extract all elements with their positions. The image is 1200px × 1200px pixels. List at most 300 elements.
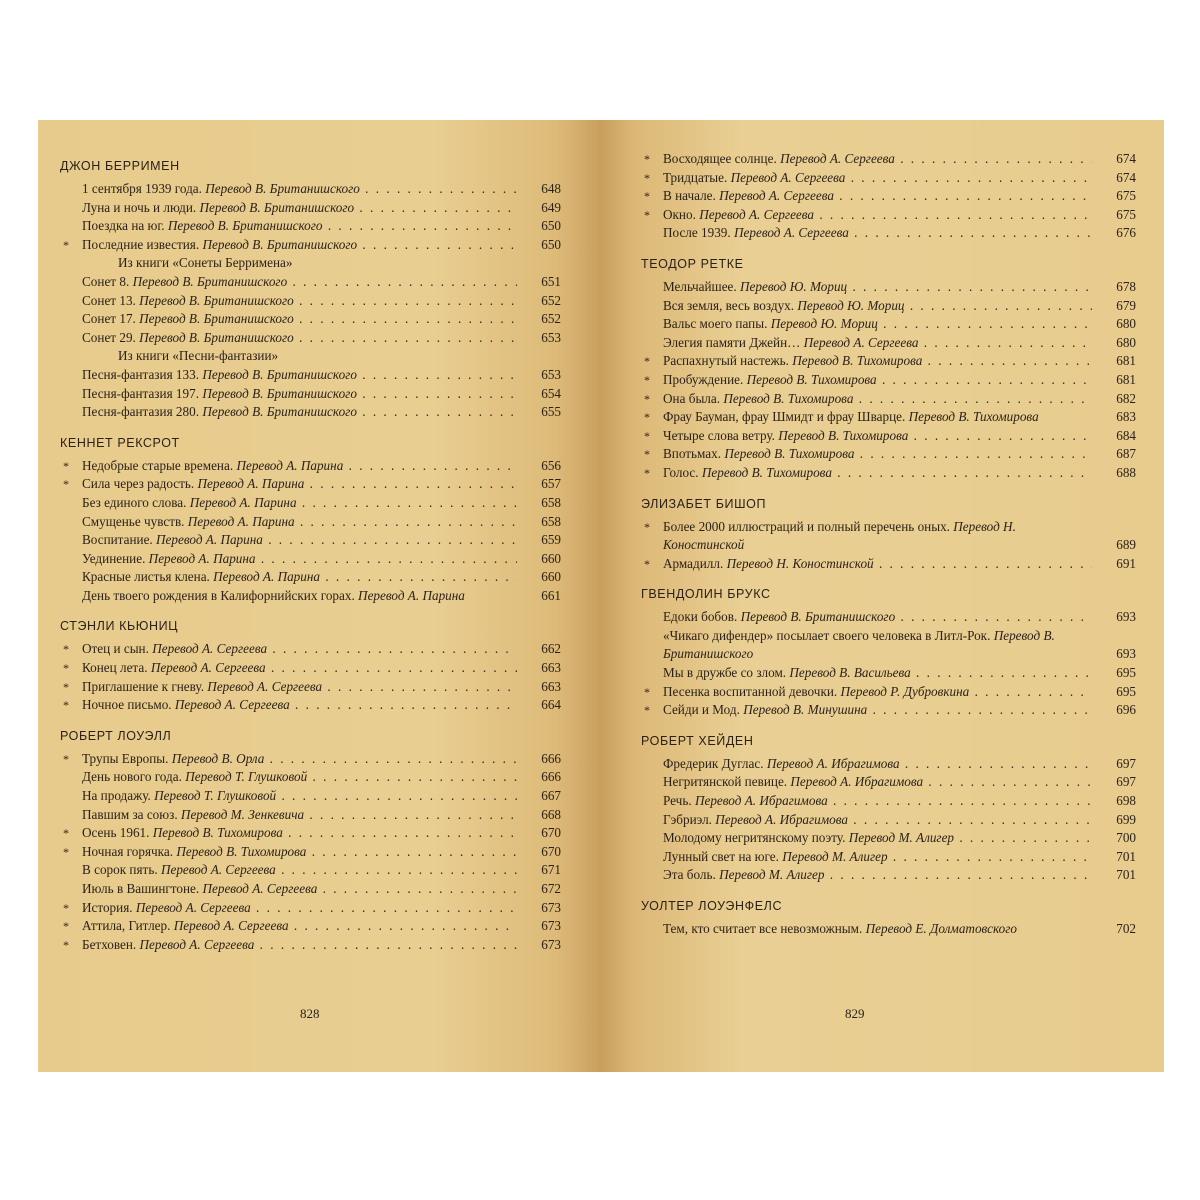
poem-title: Луна и ночь и люди.	[82, 199, 197, 215]
entry-text	[663, 464, 1092, 483]
author-heading: РОБЕРТ ЛОУЭЛЛ	[60, 728, 172, 743]
toc-entry	[60, 768, 561, 787]
translator-credit: Перевод Н. Коностинской	[663, 518, 1016, 553]
poem-title: Сонет 13.	[82, 292, 136, 308]
toc-entry	[641, 224, 1136, 243]
poem-title: Отец и сын.	[82, 641, 149, 657]
page-number: 670	[541, 843, 561, 859]
poem-title: Впотьмах.	[663, 446, 722, 462]
toc-entry	[60, 750, 561, 769]
poem-title: Голос.	[663, 464, 699, 480]
toc-entry	[60, 568, 561, 587]
new-translation-mark: *	[644, 410, 650, 425]
toc-entry	[60, 494, 561, 513]
translator-credit: Перевод В. Орла	[171, 750, 265, 766]
entry-text	[82, 787, 517, 806]
author-heading: УОЛТЕР ЛОУЭНФЕЛС	[641, 899, 783, 913]
entry-text	[663, 390, 1092, 409]
translator-credit: Перевод А. Сергеева	[734, 225, 849, 241]
poem-title: После 1939.	[663, 225, 731, 241]
translator-credit: Перевод М. Алигер	[782, 848, 888, 864]
poem-title: Павшим за союз.	[82, 806, 178, 822]
toc-entry	[641, 701, 1136, 720]
new-translation-mark: *	[644, 519, 650, 534]
translator-credit: Перевод А. Сергеева	[139, 936, 255, 952]
toc-section	[641, 150, 1136, 243]
entry-text	[82, 531, 517, 550]
toc-entry	[641, 773, 1136, 792]
entry-text	[82, 273, 517, 292]
page-number: 678	[1116, 278, 1136, 294]
translator-credit: Перевод В. Британишского	[139, 329, 294, 345]
translator-credit: Перевод Т. Глушковой	[154, 788, 277, 804]
entry-text	[663, 334, 1092, 353]
left-page	[38, 120, 601, 1072]
translator-credit: Перевод В. Британишского	[740, 609, 896, 625]
page-number: 681	[1116, 353, 1136, 369]
translator-credit: Перевод А. Ибрагимова	[715, 811, 848, 827]
page-number: 698	[1116, 793, 1136, 809]
entry-text	[663, 371, 1092, 390]
page-number: 671	[541, 862, 561, 878]
entry-text	[663, 627, 1092, 664]
translator-credit: Перевод В. Тихомирова	[723, 390, 854, 406]
toc-entry	[641, 829, 1136, 848]
translator-credit: Перевод А. Парина	[156, 532, 263, 548]
poem-title: Лунный свет на юге.	[663, 848, 779, 864]
translator-credit: Перевод А. Сергеева	[150, 660, 266, 676]
poem-title: Сейди и Мод.	[663, 702, 740, 718]
poem-title: Элегия памяти Джейн…	[663, 334, 801, 350]
poem-title: Негритянской певице.	[663, 774, 788, 790]
page-number: 675	[1116, 206, 1136, 222]
page-number: 701	[1116, 867, 1136, 883]
poem-title: Пробуждение.	[663, 371, 744, 387]
translator-credit: Перевод А. Парина	[197, 476, 305, 492]
left-page-number: 828	[300, 1006, 320, 1021]
page-number: 682	[1116, 390, 1136, 406]
translator-credit: Перевод М. Зенкевича	[180, 806, 305, 822]
poem-title: Сонет 8.	[82, 273, 130, 289]
book-spread	[38, 120, 1164, 1072]
entry-text	[82, 659, 517, 678]
page-number: 650	[541, 236, 561, 252]
entry-text	[82, 513, 517, 532]
toc-entry	[641, 920, 1136, 939]
poem-title: В сорок пять.	[82, 862, 158, 878]
poem-title: Смущенье чувств.	[82, 513, 185, 529]
toc-entry	[60, 861, 561, 880]
entry-text	[663, 792, 1092, 811]
new-translation-mark: *	[644, 152, 650, 166]
toc-entry	[641, 390, 1136, 409]
author-heading: ТЕОДОР РЕТКЕ	[641, 256, 744, 271]
page-number: 679	[1116, 297, 1136, 313]
toc-entry	[60, 936, 561, 955]
right-page-number: 829	[845, 1006, 865, 1021]
poem-title: Уединение.	[82, 550, 146, 566]
new-translation-mark: *	[63, 477, 69, 492]
poem-title: Едоки бобов.	[663, 609, 738, 625]
new-translation-mark: *	[644, 391, 650, 406]
toc-entry	[60, 806, 561, 825]
page-number: 660	[541, 569, 561, 585]
poem-title: Сонет 29.	[82, 329, 136, 345]
page-number: 702	[1116, 921, 1136, 936]
translator-credit: Перевод В. Британишского	[139, 311, 294, 327]
entry-text	[663, 755, 1092, 774]
translator-credit: Перевод В. Британишского	[139, 292, 294, 308]
toc-entry	[60, 513, 561, 532]
page-number: 683	[1116, 409, 1136, 425]
page-number: 697	[1116, 755, 1136, 771]
page-number: 661	[541, 587, 561, 603]
page-number: 676	[1116, 225, 1136, 241]
page-number: 689	[1116, 537, 1136, 553]
toc-entry	[60, 899, 561, 918]
toc-entry	[641, 608, 1136, 627]
toc-entry	[60, 640, 561, 659]
entry-text	[663, 315, 1092, 334]
page-number: 699	[1116, 811, 1136, 827]
translator-credit: Перевод А. Сергеева	[780, 151, 895, 166]
page-number: 650	[541, 218, 561, 234]
page-number: 701	[1116, 848, 1136, 864]
translator-credit: Перевод А. Сергеева	[699, 206, 815, 222]
page-number: 653	[541, 366, 561, 382]
poem-title: День твоего рождения в Калифорнийских горах.	[82, 587, 355, 603]
book-subheading: Из книги «Сонеты Берримена»	[118, 255, 293, 271]
page-number: 691	[1116, 555, 1136, 571]
author-heading: ГВЕНДОЛИН БРУКС	[641, 587, 771, 602]
page-number: 667	[541, 788, 561, 804]
poem-title: Песня-фантазия 197.	[82, 385, 200, 401]
entry-text	[663, 224, 1092, 243]
entry-text	[82, 750, 517, 769]
toc-entry	[641, 627, 1136, 664]
new-translation-mark: *	[63, 679, 69, 694]
poem-title: Песенка воспитанной девочки.	[663, 683, 838, 699]
entry-text	[82, 843, 517, 862]
translator-credit: Перевод А. Парина	[358, 587, 465, 603]
poem-title: Мельчайшее.	[663, 278, 737, 294]
translator-credit: Перевод Р. Дубровкина	[840, 683, 970, 699]
entry-text	[82, 568, 517, 587]
translator-credit: Перевод М. Алигер	[848, 830, 955, 846]
new-translation-mark: *	[644, 189, 650, 204]
new-translation-mark: *	[644, 207, 650, 222]
page-number: 674	[1116, 169, 1136, 185]
page-number: 649	[541, 199, 561, 215]
poem-title: Ночное письмо.	[82, 697, 172, 713]
translator-credit: Перевод В. Тихомирова	[778, 427, 909, 443]
poem-title: История.	[82, 899, 133, 915]
toc-entry	[641, 206, 1136, 225]
poem-title: Более 2000 иллюстраций и полный перечень оных.	[663, 518, 950, 534]
poem-title: Трупы Европы.	[82, 750, 169, 766]
entry-text	[663, 518, 1092, 555]
toc-entry	[641, 811, 1136, 830]
author-heading: СТЭНЛИ КЬЮНИЦ	[60, 619, 179, 634]
new-translation-mark: *	[644, 703, 650, 718]
toc-entry	[641, 315, 1136, 334]
poem-title: Красные листья клена.	[82, 569, 210, 585]
author-heading: КЕННЕТ РЕКСРОТ	[60, 435, 180, 450]
poem-title: Эта боль.	[663, 867, 716, 883]
page-number: 660	[541, 550, 561, 566]
translator-credit: Перевод В. Тихомирова	[152, 825, 283, 841]
toc-entry	[60, 587, 561, 606]
new-translation-mark: *	[644, 170, 650, 185]
toc-entry	[641, 278, 1136, 297]
translator-credit: Перевод А. Сергеева	[803, 334, 919, 350]
translator-credit: Перевод А. Сергеева	[160, 862, 276, 878]
page-number: 652	[541, 311, 561, 327]
toc-entry	[60, 180, 561, 199]
entry-text	[82, 475, 517, 494]
translator-credit: Перевод А. Ибрагимова	[694, 793, 828, 809]
page-number: 673	[541, 918, 561, 934]
new-translation-mark: *	[63, 642, 69, 657]
toc-section	[641, 895, 1136, 939]
entry-text	[82, 217, 517, 236]
author-heading: ЭЛИЗАБЕТ БИШОП	[641, 496, 767, 511]
entry-text	[82, 678, 517, 697]
translator-credit: Перевод В. Васильева	[789, 665, 911, 681]
translator-credit: Перевод В. Тихомирова	[724, 446, 855, 462]
entry-text	[82, 180, 517, 199]
toc-entry	[60, 236, 561, 255]
translator-credit: Перевод А. Ибрагимова	[790, 774, 924, 790]
translator-credit: Перевод А. Парина	[236, 457, 344, 473]
toc-section	[641, 730, 1136, 885]
entry-text	[82, 199, 517, 218]
translator-credit: Перевод Е. Долматовского	[865, 921, 1017, 936]
entry-text	[82, 936, 517, 955]
new-translation-mark: *	[63, 698, 69, 713]
translator-credit: Перевод В. Британишского	[205, 181, 360, 196]
poem-title: Гэбриэл.	[663, 811, 712, 827]
poem-title: Распахнутый настежь.	[663, 353, 789, 369]
toc-entry	[60, 824, 561, 843]
left-page-contents	[60, 155, 561, 992]
poem-title: День нового года.	[82, 769, 182, 785]
poem-title: Тем, кто считает все невозможным.	[663, 921, 863, 936]
toc-section	[60, 725, 561, 955]
translator-credit: Перевод Н. Коностинской	[726, 555, 874, 571]
poem-title: Молодому негритянскому поэту.	[663, 830, 846, 846]
page-number: 693	[1116, 646, 1136, 662]
poem-title: Фрау Бауман, фрау Шмидт и фрау Шварце.	[663, 409, 906, 425]
new-translation-mark: *	[63, 900, 69, 915]
toc-entry	[60, 199, 561, 218]
page-number: 654	[541, 385, 561, 401]
translator-credit: Перевод В. Минушина	[743, 702, 868, 718]
new-translation-mark: *	[63, 826, 69, 841]
poem-title: 1 сентября 1939 года.	[82, 181, 202, 196]
translator-credit: Перевод В. Британишского	[202, 236, 358, 252]
page-number: 680	[1116, 316, 1136, 332]
entry-text	[663, 608, 1092, 627]
page-number: 681	[1116, 371, 1136, 387]
poem-title: Вся земля, весь воздух.	[663, 297, 795, 313]
entry-text	[82, 236, 517, 255]
poem-title: Сонет 17.	[82, 311, 136, 327]
translator-credit: Перевод Ю. Мориц	[797, 297, 905, 313]
page-number: 697	[1116, 774, 1136, 790]
poem-title: Мы в дружбе со злом.	[663, 665, 787, 681]
toc-entry	[641, 755, 1136, 774]
entry-text	[82, 494, 517, 513]
poem-title: Песня-фантазия 133.	[82, 366, 200, 382]
entry-text	[82, 768, 517, 787]
poem-title: Приглашение к гневу.	[82, 678, 204, 694]
entry-text	[82, 310, 517, 329]
poem-title: Восходящее солнце.	[663, 151, 777, 166]
page-number: 693	[1116, 609, 1136, 625]
toc-entry	[60, 403, 561, 422]
page-number: 658	[541, 513, 561, 529]
entry-text	[663, 683, 1092, 702]
poem-title: Вальс моего папы.	[663, 316, 768, 332]
book-subheading: Из книги «Песни-фантазии»	[118, 348, 279, 364]
toc-section	[641, 253, 1136, 483]
entry-text	[663, 445, 1092, 464]
toc-section	[60, 432, 561, 606]
poem-title: «Чикаго дифендер» посылает своего человека в Литл-Рок.	[663, 627, 991, 643]
new-translation-mark: *	[644, 465, 650, 480]
toc-entry	[641, 555, 1136, 574]
new-translation-mark: *	[63, 661, 69, 676]
translator-credit: Перевод Ю. Мориц	[740, 278, 848, 294]
toc-section	[641, 493, 1136, 574]
toc-entry	[641, 427, 1136, 446]
page-number: 668	[541, 806, 561, 822]
translator-credit: Перевод А. Парина	[148, 550, 256, 566]
entry-text	[663, 811, 1092, 830]
toc-entry	[60, 678, 561, 697]
translator-credit: Перевод В. Тихомирова	[701, 464, 832, 480]
translator-credit: Перевод М. Алигер	[719, 867, 825, 883]
new-translation-mark: *	[63, 919, 69, 934]
translator-credit: Перевод А. Сергеева	[173, 918, 289, 934]
page-number: 652	[541, 292, 561, 308]
entry-text	[82, 917, 517, 936]
toc-section	[60, 155, 561, 422]
translator-credit: Перевод В. Тихомирова	[746, 371, 877, 387]
toc-entry	[641, 371, 1136, 390]
entry-text	[663, 701, 1092, 720]
poem-title: Тридцатые.	[663, 169, 728, 185]
poem-title: Осень 1961.	[82, 825, 150, 841]
page-number: 651	[541, 273, 561, 289]
entry-text	[82, 457, 517, 476]
entry-text	[82, 899, 517, 918]
entry-text	[82, 403, 517, 422]
poem-title: Бетховен.	[82, 936, 137, 952]
translator-credit: Перевод В. Британишского	[202, 366, 357, 382]
page-number: 666	[541, 750, 561, 766]
entry-text	[663, 866, 1092, 885]
toc-entry	[641, 683, 1136, 702]
page-number: 657	[541, 476, 561, 492]
poem-title: Ночная горячка.	[82, 843, 174, 859]
new-translation-mark: *	[644, 447, 650, 462]
page-number: 648	[541, 181, 561, 196]
page-number: 670	[541, 825, 561, 841]
entry-text	[663, 169, 1092, 188]
poem-title: Сила через радость.	[82, 476, 195, 492]
toc-entry	[641, 464, 1136, 483]
toc-entry	[641, 445, 1136, 464]
new-translation-mark: *	[63, 844, 69, 859]
new-translation-mark: *	[63, 751, 69, 766]
author-heading: РОБЕРТ ХЕЙДЕН	[641, 733, 754, 748]
page-number: 688	[1116, 464, 1136, 480]
toc-entry	[60, 385, 561, 404]
toc-entry	[60, 917, 561, 936]
translator-credit: Перевод В. Тихомирова	[176, 843, 307, 859]
toc-entry	[60, 310, 561, 329]
toc-entry	[641, 297, 1136, 316]
entry-text	[663, 150, 1092, 169]
entry-text	[663, 206, 1092, 225]
page-number: 673	[541, 936, 561, 952]
right-page	[601, 120, 1164, 1072]
poem-title: Аттила, Гитлер.	[82, 918, 171, 934]
toc-entry	[60, 659, 561, 678]
poem-title: Июль в Вашингтоне.	[82, 881, 200, 896]
entry-text	[663, 664, 1092, 683]
entry-text	[82, 385, 517, 404]
translator-credit: Перевод А. Сергеева	[719, 188, 834, 204]
page-number: 675	[1116, 188, 1136, 204]
new-translation-mark: *	[63, 458, 69, 473]
entry-text	[82, 640, 517, 659]
toc-entry	[60, 292, 561, 311]
toc-entry	[60, 217, 561, 236]
new-translation-mark: *	[63, 237, 69, 252]
page-number: 653	[541, 329, 561, 345]
poem-title: На продажу.	[82, 788, 151, 804]
entry-text	[82, 292, 517, 311]
page-number: 672	[541, 881, 561, 896]
entry-text	[663, 920, 1092, 939]
toc-entry	[641, 352, 1136, 371]
translator-credit: Перевод А. Ибрагимова	[766, 755, 900, 771]
page-number: 655	[541, 404, 561, 420]
entry-text	[663, 773, 1092, 792]
entry-text	[663, 408, 1092, 427]
translator-credit: Перевод В. Британишского	[202, 385, 357, 401]
toc-entry	[641, 334, 1136, 353]
toc-entry	[60, 366, 561, 385]
toc-entry	[60, 475, 561, 494]
entry-text	[82, 806, 517, 825]
poem-title: Армадилл.	[663, 555, 724, 571]
author-heading: ДЖОН БЕРРИМЕН	[60, 159, 180, 173]
poem-title: Поездка на юг.	[82, 218, 165, 234]
translator-credit: Перевод А. Парина	[187, 513, 295, 529]
page-number: 674	[1116, 151, 1136, 166]
entry-text	[82, 366, 517, 385]
toc-entry	[60, 787, 561, 806]
page-number: 662	[541, 641, 561, 657]
page-number: 680	[1116, 334, 1136, 350]
entry-text	[663, 187, 1092, 206]
poem-title: Недобрые старые времена.	[82, 457, 234, 473]
entry-text	[82, 587, 517, 606]
